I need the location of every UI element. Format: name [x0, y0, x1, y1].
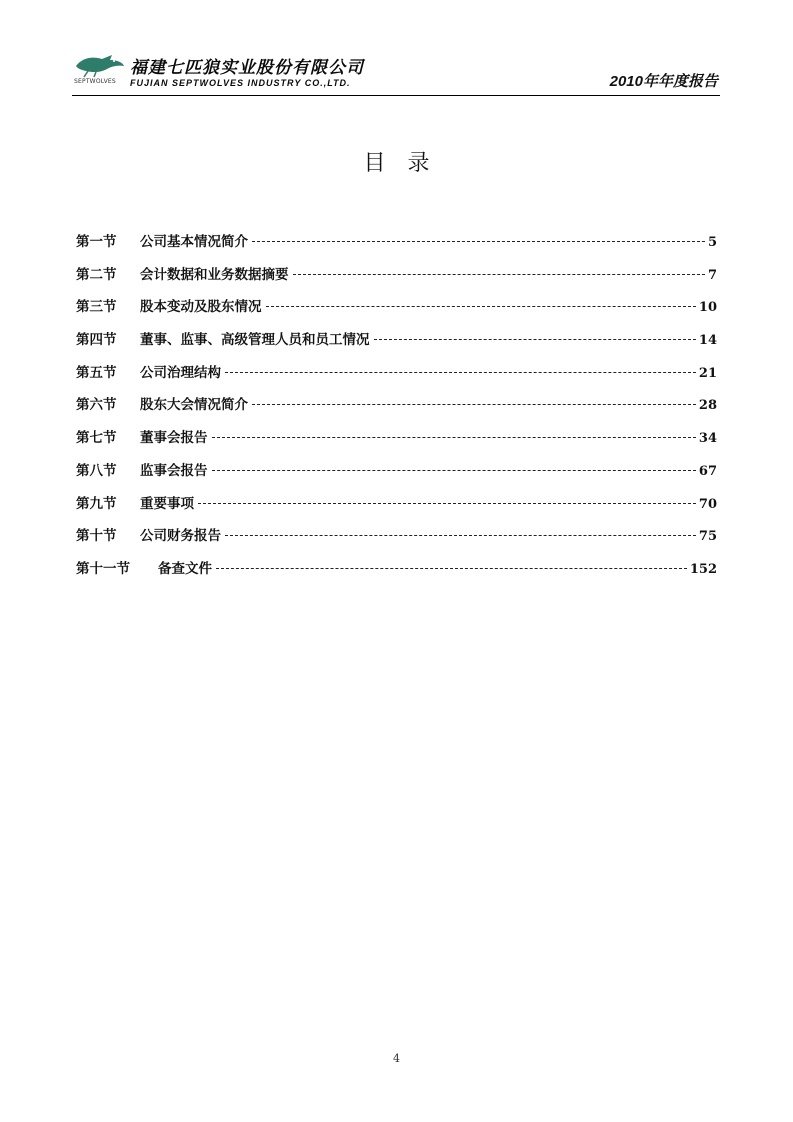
header-divider	[72, 95, 720, 96]
toc-entry-number: 第八节	[76, 462, 117, 479]
toc-entry-page: 28	[698, 398, 717, 414]
wolf-logo-icon	[74, 52, 126, 78]
toc-entry-page: 7	[707, 267, 717, 283]
toc-entry-number: 第七节	[76, 430, 117, 447]
toc-entry[interactable]	[76, 393, 717, 426]
toc-list	[76, 230, 717, 590]
toc-entry[interactable]	[76, 230, 717, 263]
toc-entry-number: 第二节	[76, 266, 117, 283]
toc-entry-page: 70	[698, 496, 717, 512]
toc-entry-number: 第一节	[76, 234, 117, 250]
toc-entry-number: 第九节	[76, 495, 117, 512]
toc-entry-page: 21	[698, 365, 717, 381]
toc-entry-page: 5	[707, 235, 717, 250]
company-name-cn: 福建七匹狼实业股份有限公司	[130, 58, 364, 78]
toc-entry-page: 10	[698, 300, 717, 316]
toc-entry-label: 监事会报告	[140, 462, 208, 479]
toc-entry-page: 75	[698, 529, 717, 545]
logo-subtitle: SEPTWOLVES	[74, 78, 116, 85]
toc-entry[interactable]	[76, 524, 717, 557]
toc-leader-line	[212, 470, 696, 471]
toc-entry[interactable]	[76, 459, 717, 492]
toc-entry-number: 第四节	[76, 332, 117, 349]
toc-entry-label: 公司基本情况简介	[140, 234, 248, 250]
toc-entry[interactable]	[76, 361, 717, 394]
company-name-en: FUJIAN SEPTWOLVES INDUSTRY CO.,LTD.	[130, 78, 351, 88]
toc-entry[interactable]	[76, 328, 717, 361]
page-number: 4	[393, 1052, 400, 1065]
toc-entry-label: 公司财务报告	[140, 528, 221, 545]
toc-entry[interactable]	[76, 557, 717, 590]
toc-leader-line	[293, 274, 705, 275]
toc-entry-number: 第六节	[76, 397, 117, 414]
toc-entry-number: 第三节	[76, 299, 117, 316]
toc-leader-line	[266, 306, 696, 307]
toc-title: 目录	[363, 151, 452, 176]
toc-entry[interactable]	[76, 426, 717, 459]
toc-leader-line	[212, 437, 696, 438]
toc-entry-label: 董事会报告	[140, 430, 208, 447]
toc-entry-label: 公司治理结构	[140, 364, 221, 381]
toc-entry-number: 第五节	[76, 364, 117, 381]
toc-entry-label: 董事、监事、高级管理人员和员工情况	[140, 332, 370, 349]
toc-entry-page: 67	[698, 463, 717, 479]
toc-leader-line	[216, 568, 687, 569]
toc-entry-label: 股东大会情况简介	[140, 397, 248, 414]
toc-leader-line	[225, 535, 696, 536]
toc-entry[interactable]	[76, 263, 717, 296]
toc-entry-number: 第十一节	[76, 560, 130, 577]
toc-leader-line	[252, 241, 705, 242]
toc-leader-line	[198, 503, 696, 504]
toc-entry-page: 14	[698, 333, 717, 349]
toc-leader-line	[252, 404, 696, 405]
toc-entry-number: 第十节	[76, 528, 117, 545]
toc-entry-page: 34	[698, 431, 717, 447]
toc-entry-label: 股本变动及股东情况	[140, 299, 262, 316]
toc-entry-label: 会计数据和业务数据摘要	[140, 266, 289, 283]
toc-leader-line	[374, 339, 696, 340]
toc-entry-label: 备查文件	[158, 560, 212, 577]
toc-entry-label: 重要事项	[140, 495, 194, 512]
toc-entry[interactable]	[76, 492, 717, 525]
toc-entry[interactable]	[76, 295, 717, 328]
report-title: 2010年年度报告	[609, 73, 718, 90]
toc-entry-page: 152	[689, 561, 717, 577]
toc-leader-line	[225, 372, 696, 373]
page-header	[72, 48, 720, 96]
